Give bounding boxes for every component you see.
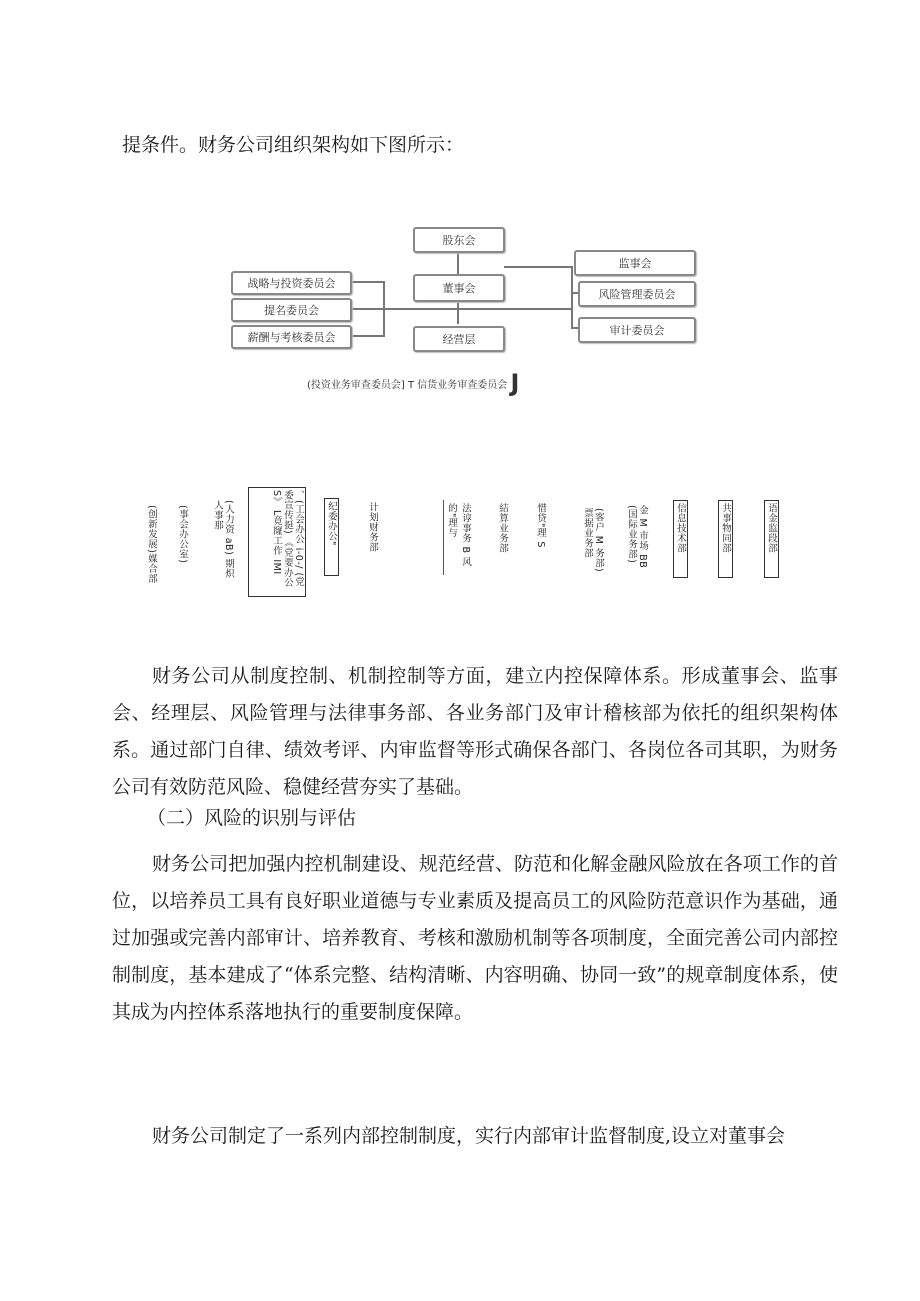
department-label: (人力资 aB) 期炽人事那 [212, 500, 234, 579]
department-label: (事会办公室) [177, 505, 188, 564]
connector-line [571, 266, 573, 328]
connector-line [352, 281, 384, 283]
strategy-committee-box: 战略与投资委员会 [231, 271, 352, 295]
department-label: 金 M 市场 BB (国际业务部) [626, 505, 648, 569]
department-label: 惜贷"理 S [535, 503, 546, 548]
compensation-committee-box: 薪酬与考核委员会 [231, 325, 352, 349]
sub-committees-mark: J [510, 369, 520, 397]
department-label: 結算业务部 [497, 503, 508, 553]
paragraph-3: 财务公司制定了一系列内部控制制度，实行内部审计监督制度,设立对董事会 [152, 1125, 786, 1147]
sub-committees-text: (投资业务审查委员会] T 信货业务审查委员会 [307, 380, 508, 391]
department-box: 纪委办公" [324, 498, 339, 576]
connector-line [352, 308, 384, 310]
connector-line [383, 308, 571, 310]
paragraph-2: 财务公司把加强内控机制建设、规范经营、防范和化解金融风险放在各项工作的首位，以培养员工具有良好职业道德与专业素质及提高员工的风险防范意识作为基础，通过加强或完善内部审计、培养教育、考核和激励机制等各项制度，全面完善公司内部控制制度，基本建成了“体系完整、结构清晰、内容明确、协同一致”的规章制度体系，使其成为内控体系落地执行的重要制度保障。 [112, 853, 838, 1023]
shareholders-box: 股东会 [413, 227, 505, 253]
department-box: 共事物同部 [718, 500, 733, 578]
department-box: 语金监段部 [764, 500, 779, 578]
connector-line [352, 335, 384, 337]
nomination-committee-box: 提名委员会 [231, 298, 352, 322]
board-box: 董事会 [413, 274, 505, 302]
department-label: 法谆事务 B 风 [460, 503, 471, 568]
audit-committee-box: 审计委员会 [578, 317, 696, 343]
department-box: 信息技术部 [673, 500, 688, 578]
paragraph-1: 财务公司从制度控制、机制控制等方面，建立内控保障体系。形成董事会、监事会、经理层、风险管理与法律事务部、各业务部门及审计稽核部为依托的组织架构体系。通过部门自律、绩效考评、内审监督等形式确保各部门、各岗位各司其职，为财务公司有效防范风险、稳健经营夯实了基础。 [112, 665, 838, 798]
department-label: 计划财务部 [367, 502, 378, 552]
management-box: 经营层 [413, 326, 505, 352]
department-label: (客户 M 务部) 票据业务部 [582, 508, 604, 573]
department-divider [443, 500, 444, 575]
connector-line [504, 266, 572, 268]
department-label: 的"理与 [446, 503, 457, 538]
department-box: 、(工会办公 i-0-/ (党委宣传挺) 《党要办公 S》 L竟窿工作 IMI [248, 487, 306, 597]
sub-committees-line [307, 369, 519, 397]
risk-committee-box: 风险管理委员会 [578, 281, 696, 307]
section-heading: （二）风险的识别与评估 [147, 807, 357, 829]
supervisors-box: 监事会 [574, 250, 696, 276]
department-label: (创新发展)媒合部 [146, 505, 157, 584]
intro-text: 提条件。财务公司组织架构如下图所示： [122, 134, 465, 156]
